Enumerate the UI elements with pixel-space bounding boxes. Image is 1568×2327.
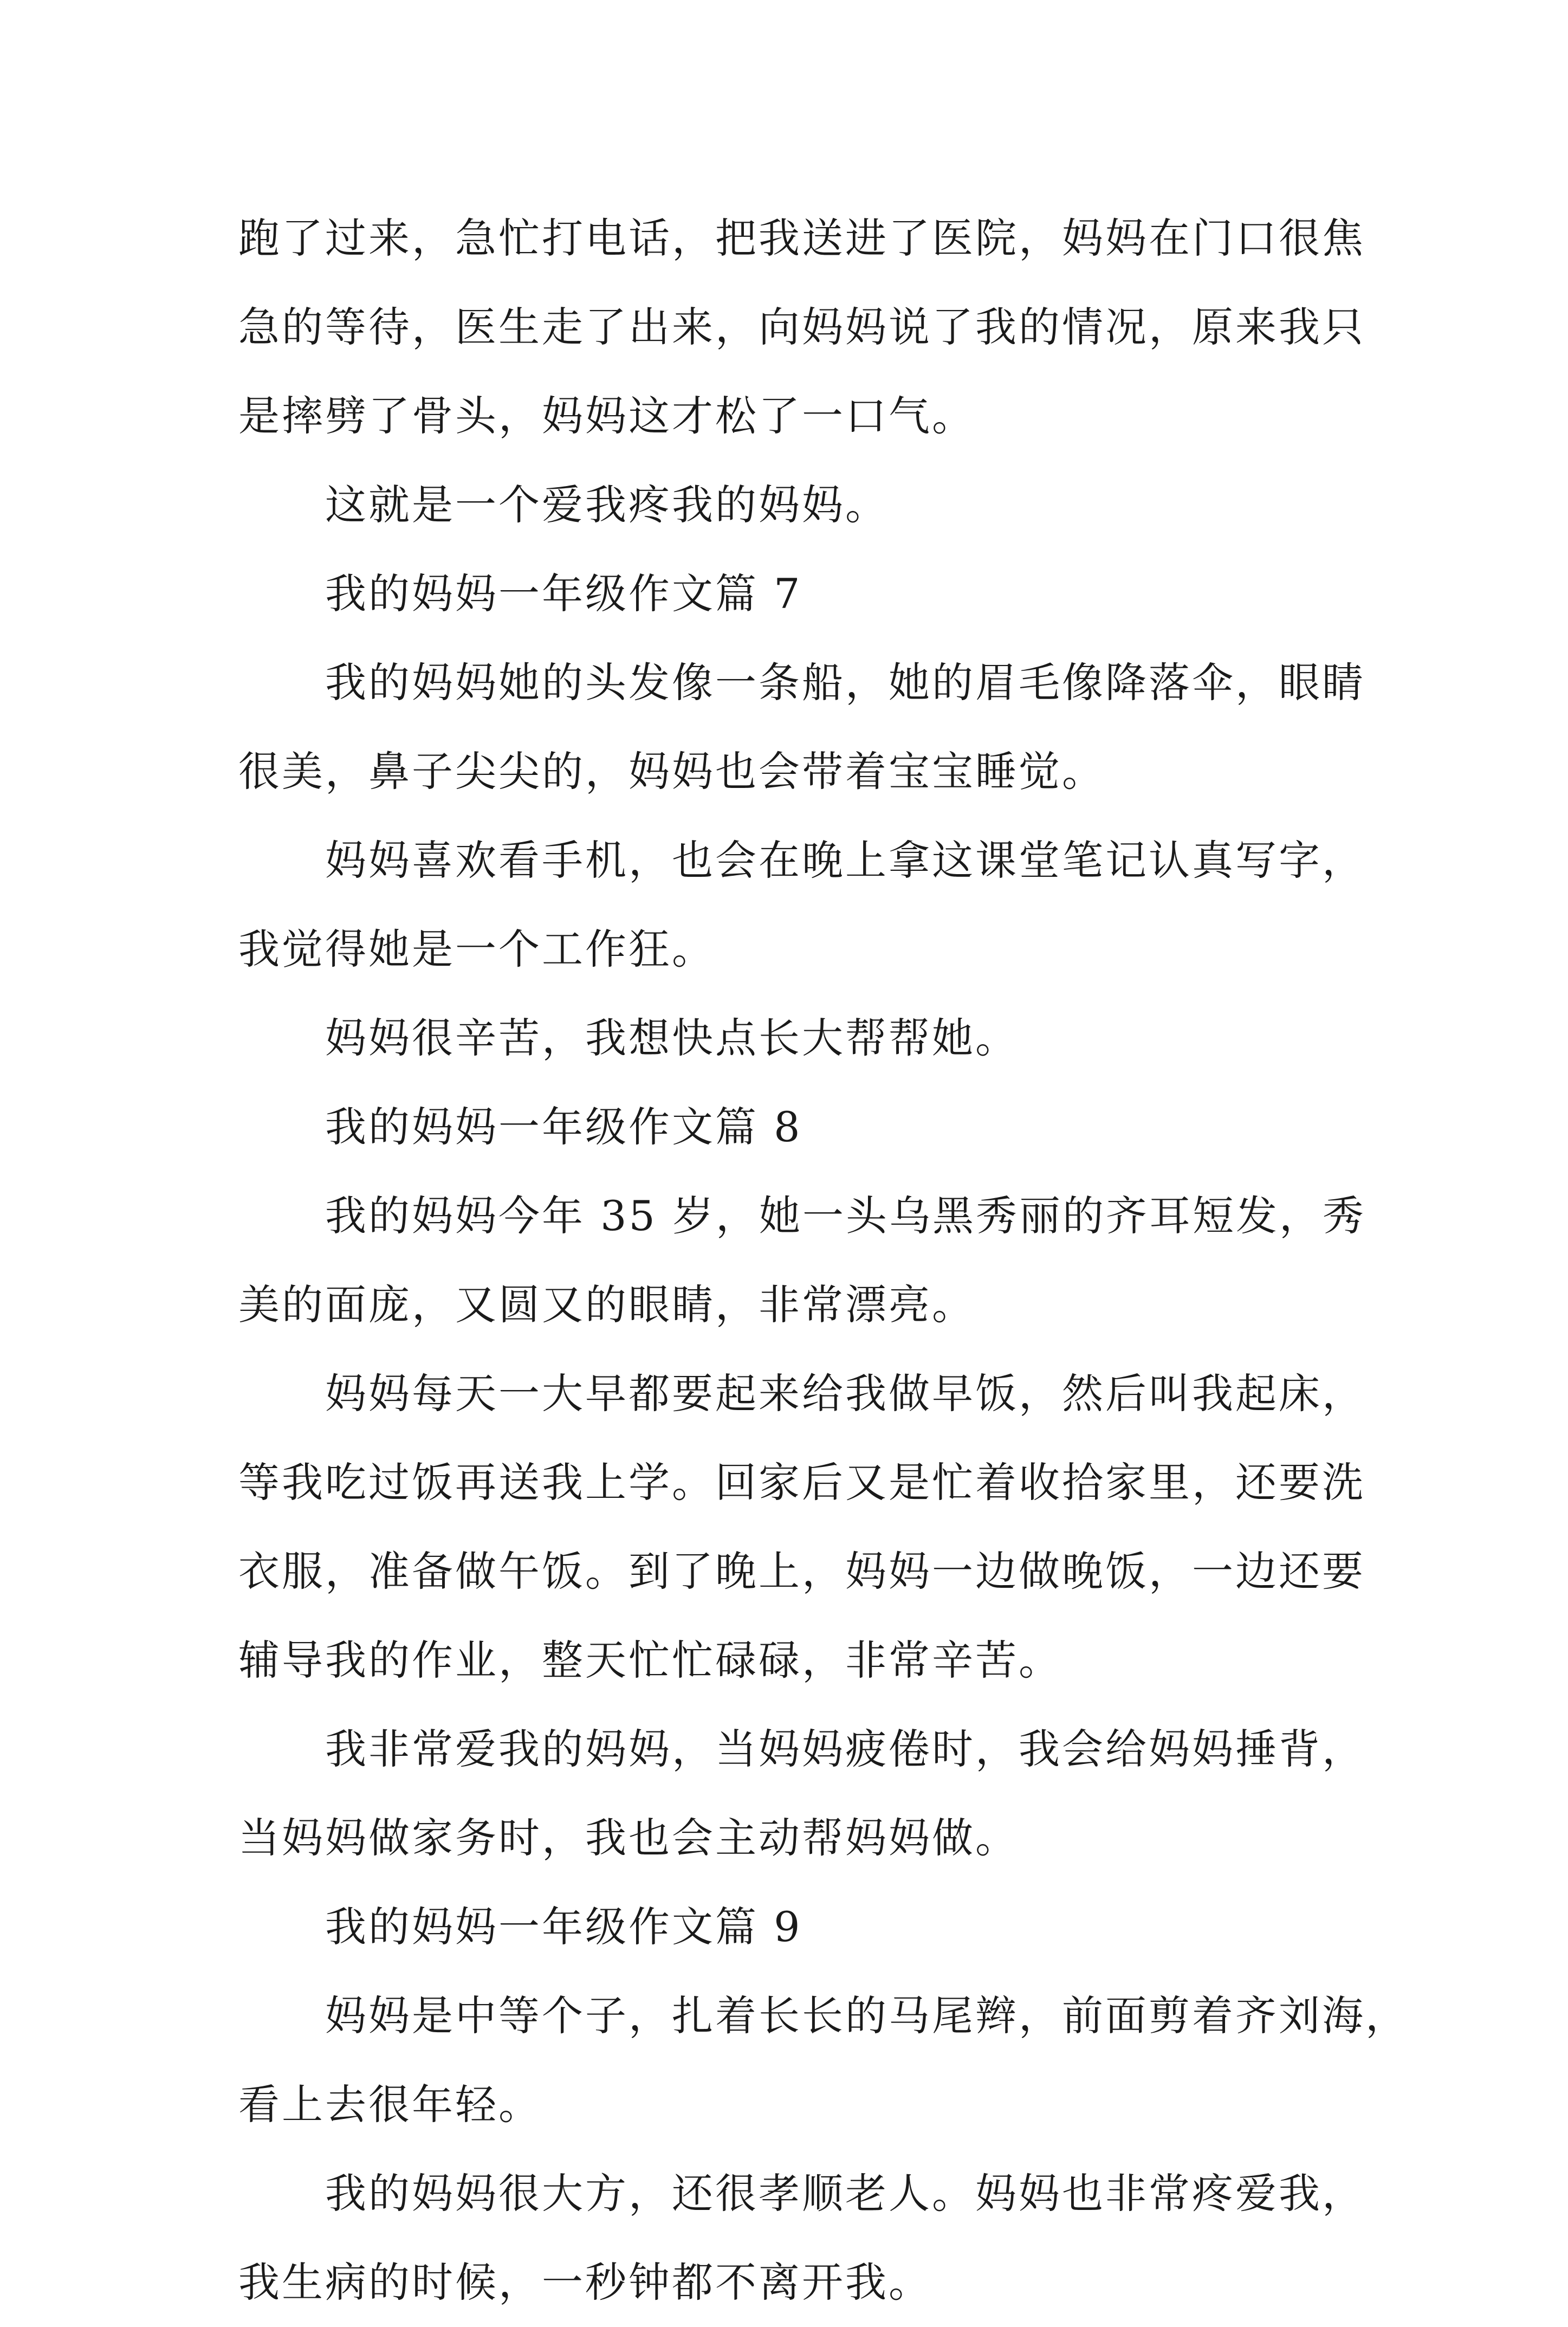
paragraph — [238, 2149, 1365, 2238]
section-heading-7: 我的妈妈一年级作文篇 7 — [325, 570, 802, 618]
text-line: 我的妈妈今年 35 岁，她一头乌黑秀丽的齐耳短发，秀 — [325, 1192, 1366, 1240]
section-heading-9: 我的妈妈一年级作文篇 9 — [325, 1903, 802, 1951]
paragraph — [238, 994, 1344, 1083]
paragraph — [238, 461, 1344, 550]
text-line: 是摔劈了骨头，妈妈这才松了一口气。 — [238, 392, 975, 440]
text-line: 妈妈喜欢看手机，也会在晚上拿这课堂笔记认真写字， — [325, 836, 1365, 884]
text-line: 当妈妈做家务时，我也会主动帮妈妈做。 — [238, 1814, 1019, 1862]
paragraph — [238, 1705, 1365, 1794]
paragraph — [238, 1972, 1409, 2060]
text-line: 我非常爱我的妈妈，当妈妈疲倦时，我会给妈妈捶背， — [325, 1725, 1365, 1773]
text-line: 我生病的时候，一秒钟都不离开我。 — [238, 2258, 932, 2306]
text-line: 看上去很年轻。 — [238, 2080, 542, 2129]
text-line: 很美，鼻子尖尖的，妈妈也会带着宝宝睡觉。 — [238, 747, 1105, 796]
text-line: 妈妈是中等个子，扎着长长的马尾辫，前面剪着齐刘海， — [325, 1992, 1409, 2040]
paragraph-wrap — [238, 1438, 1365, 1705]
text-line: 我的妈妈她的头发像一条船，她的眉毛像降落伞，眼睛 — [325, 658, 1365, 707]
text-line: 跑了过来，急忙打电话，把我送进了医院，妈妈在门口很焦 — [238, 214, 1365, 262]
text-line: 我的妈妈很大方，还很孝顺老人。妈妈也非常疼爱我， — [325, 2169, 1365, 2218]
text-line: 我觉得她是一个工作狂。 — [238, 925, 715, 973]
paragraph-wrap — [238, 727, 1344, 816]
text-line: 急的等待，医生走了出来，向妈妈说了我的情况，原来我只 — [238, 303, 1365, 351]
text-line: 衣服，准备做午饭。到了晚上，妈妈一边做晚饭，一边还要 — [238, 1547, 1365, 1595]
text-line: 妈妈很辛苦，我想快点长大帮帮她。 — [325, 1014, 1019, 1062]
paragraph-wrap — [238, 1794, 1344, 1883]
text-line: 等我吃过饭再送我上学。回家后又是忙着收拾家里，还要洗 — [238, 1458, 1365, 1507]
paragraph — [238, 1172, 1366, 1261]
paragraph-wrap — [238, 2238, 1344, 2327]
text-line: 这就是一个爱我疼我的妈妈。 — [325, 481, 889, 529]
section-heading-8: 我的妈妈一年级作文篇 8 — [325, 1103, 802, 1151]
paragraph-wrap — [238, 2060, 1344, 2149]
paragraph-wrap — [238, 905, 1344, 994]
text-line: 美的面庞，又圆又的眼睛，非常漂亮。 — [238, 1281, 975, 1329]
document-body — [238, 194, 1409, 2327]
paragraph — [238, 1349, 1365, 1438]
paragraph — [238, 816, 1365, 905]
paragraph-continuation — [238, 194, 1365, 461]
text-line: 辅导我的作业，整天忙忙碌碌，非常辛苦。 — [238, 1636, 1062, 1684]
paragraph-wrap — [238, 1261, 1344, 1349]
paragraph — [238, 638, 1365, 727]
text-line: 妈妈每天一大早都要起来给我做早饭，然后叫我起床， — [325, 1369, 1365, 1418]
